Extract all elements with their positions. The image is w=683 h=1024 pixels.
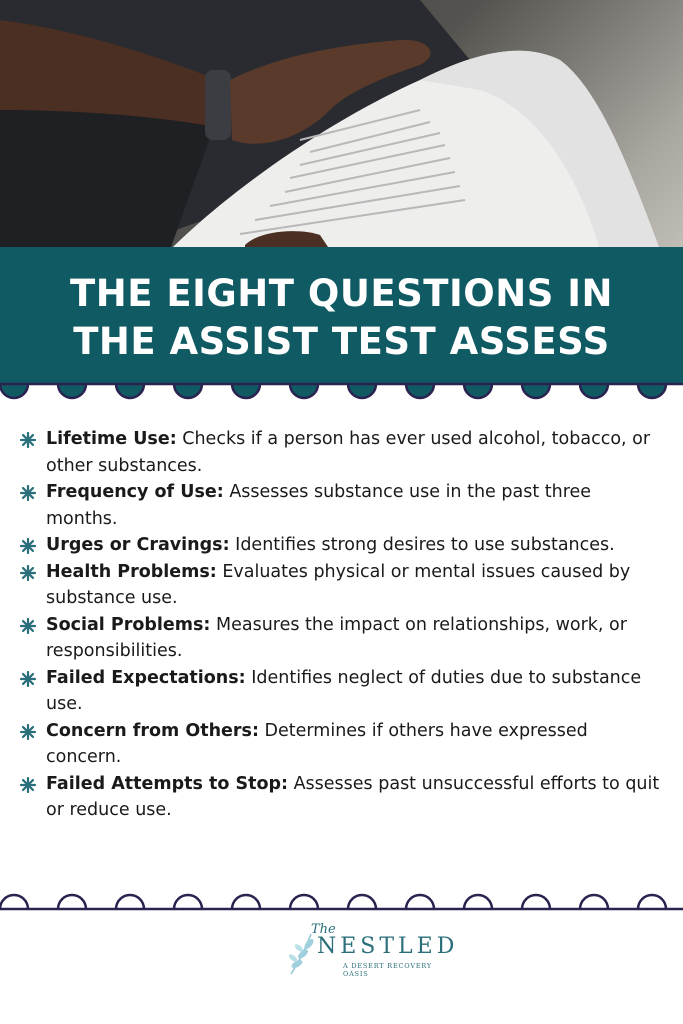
scallop-arc — [232, 895, 260, 909]
item-term: Social Problems: — [46, 614, 211, 635]
title-banner — [0, 247, 683, 385]
title-line-1: THE EIGHT QUESTIONS IN — [70, 272, 613, 315]
asterisk-icon — [20, 777, 36, 793]
scallop-arc — [348, 895, 376, 909]
scallop-divider-top — [0, 376, 683, 402]
item-term: Lifetime Use: — [46, 429, 177, 449]
list-item — [20, 771, 660, 824]
item-description: Identifies neglect of duties due to substance use. — [46, 667, 642, 714]
scallop-arc — [638, 384, 666, 398]
item-term: Frequency of Use: — [46, 482, 224, 502]
list-item — [20, 479, 660, 532]
item-description: Evaluates physical or mental issues caused by substance use. — [46, 561, 631, 608]
asterisk-icon — [20, 724, 36, 740]
assessment-question-list — [20, 426, 660, 824]
item-description: Assesses substance use in the past three months. — [46, 482, 592, 529]
item-term: Urges or Cravings: — [46, 535, 230, 555]
scallop-arc — [58, 384, 86, 398]
logo-tagline: A DESERT RECOVERY OASIS — [343, 962, 432, 978]
scallop-arc — [522, 895, 550, 909]
item-description: Measures the impact on relationships, work, or responsibilities. — [46, 614, 627, 661]
asterisk-icon — [20, 671, 36, 687]
asterisk-icon — [20, 565, 36, 581]
item-description: Identifies strong desires to use substances. — [229, 535, 615, 555]
asterisk-icon — [20, 485, 36, 501]
scallop-divider-bottom — [0, 892, 683, 918]
list-item — [20, 532, 660, 559]
scallop-arc — [174, 384, 202, 398]
item-description: Checks if a person has ever used alcohol, tobacco, or other substances. — [46, 429, 651, 476]
page-title — [70, 266, 613, 366]
asterisk-icon — [20, 538, 36, 554]
logo-the: The — [311, 922, 336, 937]
scallop-arc — [580, 384, 608, 398]
nestled-logo — [285, 922, 459, 982]
scallop-arc — [0, 895, 28, 909]
scallop-arc — [116, 384, 144, 398]
scallop-arc — [406, 895, 434, 909]
list-item — [20, 559, 660, 612]
list-item — [20, 718, 660, 771]
list-item — [20, 665, 660, 718]
title-line-2: THE ASSIST TEST ASSESS — [73, 320, 610, 363]
asterisk-icon — [20, 432, 36, 448]
item-description: Determines if others have expressed concern. — [46, 720, 588, 767]
scallop-arc — [232, 384, 260, 398]
list-item — [20, 612, 660, 665]
scallop-arc — [638, 895, 666, 909]
scallop-arc — [464, 384, 492, 398]
scallop-arc — [522, 384, 550, 398]
scallop-arc — [0, 384, 28, 398]
logo-name: NESTLED — [317, 934, 459, 959]
list-item — [20, 426, 660, 479]
scallop-arc — [406, 384, 434, 398]
scallop-arc — [580, 895, 608, 909]
scallop-arc — [290, 384, 318, 398]
item-description: Assesses past unsuccessful efforts to quit or reduce use. — [46, 773, 660, 820]
scallop-arc — [464, 895, 492, 909]
item-term: Failed Expectations: — [46, 667, 246, 688]
scallop-arc — [58, 895, 86, 909]
item-term: Concern from Others: — [46, 720, 259, 741]
item-term: Health Problems: — [46, 561, 217, 582]
scallop-arc — [116, 895, 144, 909]
scallop-arc — [290, 895, 318, 909]
scallop-arc — [348, 384, 376, 398]
scallop-arc — [174, 895, 202, 909]
item-term: Failed Attempts to Stop: — [46, 773, 289, 794]
asterisk-icon — [20, 618, 36, 634]
